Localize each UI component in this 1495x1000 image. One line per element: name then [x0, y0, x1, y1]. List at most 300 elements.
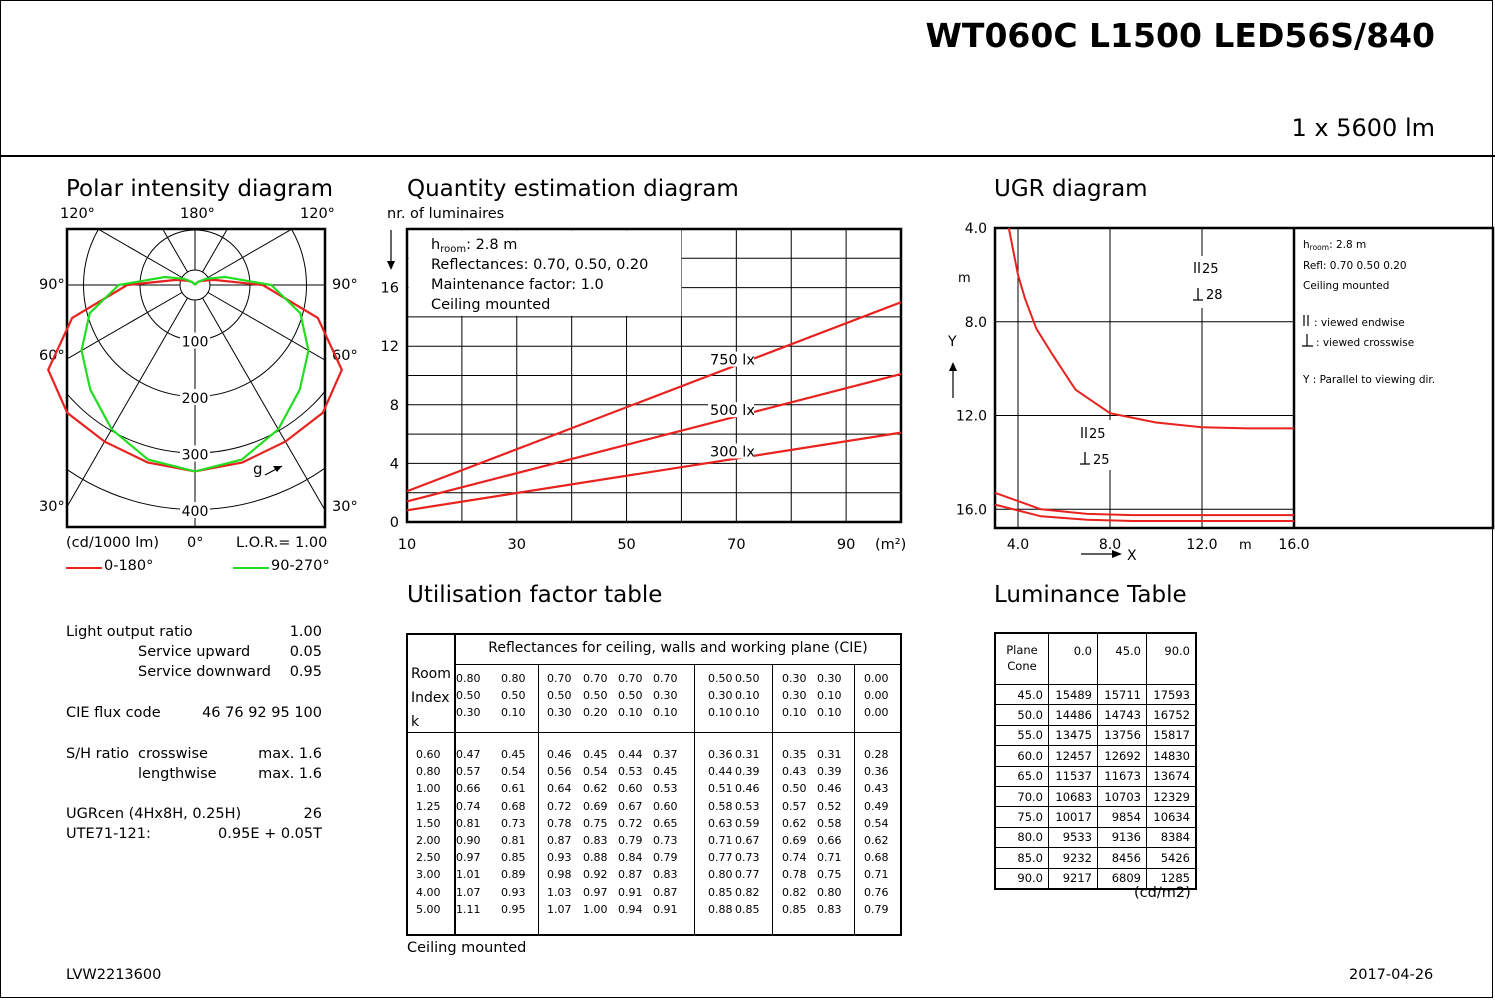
uf-reflectance-cell: 0.70 — [653, 672, 678, 685]
ugr-upper-crosswise: 28 — [1206, 288, 1223, 303]
luminance-row — [995, 746, 1196, 766]
uf-room-index-value: 3.00 — [416, 868, 441, 882]
luminance-cell: 12457 — [1049, 746, 1098, 766]
luminance-cone-angle: 75.0 — [995, 807, 1049, 827]
luminance-cone-angle: 85.0 — [995, 848, 1049, 868]
uf-room-index-value: 1.25 — [416, 799, 441, 813]
luminance-cone-angle: 45.0 — [995, 685, 1049, 705]
polar-angle-180: 180° — [180, 206, 215, 222]
ugr-y-tick: 12.0 — [955, 408, 987, 425]
header-divider — [0, 155, 1495, 157]
quantity-x-tick: 50 — [617, 537, 636, 553]
polar-ring-label: 400 — [181, 504, 209, 520]
uf-cell: 0.73 — [735, 851, 760, 865]
luminance-plane-header: 90.0 — [1147, 633, 1197, 685]
uf-cell: 0.74 — [782, 851, 807, 865]
ugr-x-tick: 8.0 — [1098, 537, 1122, 553]
uf-reflectance-cell: 0.10 — [618, 706, 643, 719]
uf-cell: 0.85 — [501, 851, 526, 865]
ugr-upper-endwise: 25 — [1202, 262, 1219, 277]
quantity-line-750 lx — [407, 302, 901, 491]
luminance-cell: 15489 — [1049, 685, 1098, 705]
legend-label-90-270: 90-270° — [271, 558, 330, 574]
polar-border — [67, 229, 325, 527]
quantity-y-tick: 0 — [389, 515, 399, 531]
ugr-title: UGR diagram — [994, 176, 1148, 202]
quantity-x-tick: 30 — [507, 537, 527, 553]
uf-reflectance-cell: 0.50 — [547, 689, 572, 702]
spec-sh-label: S/H ratio — [66, 746, 130, 762]
uf-header: Reflectances for ceiling, walls and working plane (CIE) — [488, 640, 868, 656]
ugr-x-tick: 16.0 — [1278, 537, 1310, 553]
luminance-row — [995, 827, 1196, 847]
luminance-cell: 9854 — [1098, 807, 1147, 827]
quantity-line-500 lx — [407, 374, 901, 501]
luminance-plane-header: 45.0 — [1098, 633, 1147, 685]
luminance-cell: 14830 — [1147, 746, 1197, 766]
uf-cell: 0.79 — [864, 902, 889, 916]
polar-angle-30-right: 30° — [332, 499, 358, 515]
ugr-y-unit: m — [958, 271, 971, 286]
luminance-cone-angle: 70.0 — [995, 786, 1049, 806]
luminance-cell: 17593 — [1147, 685, 1197, 705]
ugr-info-refl: Refl: 0.70 0.50 0.20 — [1303, 260, 1407, 272]
polar-angle-90-left: 90° — [39, 277, 65, 293]
uf-cell: 0.52 — [817, 799, 842, 813]
ugr-info — [1302, 239, 1435, 386]
uf-cell: 0.83 — [817, 902, 842, 916]
polar-angle-60-left: 60° — [39, 348, 65, 364]
uf-cell: 0.95 — [501, 902, 526, 916]
uf-cell: 0.39 — [817, 765, 842, 779]
uf-cell: 0.57 — [456, 765, 481, 779]
uf-reflectance-cell: 0.10 — [782, 706, 807, 719]
uf-cell: 0.97 — [583, 885, 608, 899]
uf-cell: 0.46 — [547, 748, 572, 761]
quantity-info-line: Ceiling mounted — [431, 297, 551, 313]
ugr-x-axis-label: X — [1127, 548, 1137, 564]
polar-angle-120-left: 120° — [60, 206, 95, 222]
spec-upward-label: Service upward — [138, 644, 251, 660]
luminance-row — [995, 786, 1196, 806]
uf-cell: 0.60 — [618, 782, 643, 796]
uf-cell: 0.63 — [708, 816, 733, 830]
uf-cell: 0.47 — [456, 748, 481, 761]
quantity-y-tick: 16 — [380, 280, 399, 297]
uf-cell: 0.66 — [817, 834, 842, 847]
footer-code: LVW2213600 — [66, 967, 162, 983]
polar-angle-30-left: 30° — [39, 499, 65, 515]
luminous-flux: 1 x 5600 lm — [1291, 114, 1435, 142]
uf-cell: 0.90 — [456, 834, 481, 847]
uf-cell: 0.53 — [735, 799, 760, 813]
ugr-info-crosswise: : viewed crosswise — [1316, 337, 1415, 349]
uf-cell: 0.88 — [708, 902, 733, 916]
spec-downward-label: Service downward — [138, 664, 271, 680]
uf-room-index-value: 2.50 — [416, 851, 441, 865]
uf-cell: 1.07 — [456, 885, 481, 899]
uf-cell: 0.83 — [653, 868, 678, 882]
uf-reflectance-cell: 0.00 — [864, 689, 889, 702]
uf-cell: 0.51 — [708, 782, 733, 796]
uf-cell: 0.50 — [782, 782, 807, 796]
uf-cell: 0.97 — [456, 851, 481, 865]
uf-reflectance-cell: 0.30 — [782, 689, 807, 702]
uf-reflectance-cell: 0.10 — [817, 706, 842, 719]
ugr-curve-2 — [995, 505, 1294, 521]
uf-cell: 0.46 — [735, 782, 760, 796]
uf-cell: 0.43 — [782, 765, 807, 779]
quantity-ylabel: nr. of luminaires — [387, 206, 505, 222]
luminance-row — [995, 685, 1196, 705]
uf-room-index-value: 0.80 — [416, 765, 441, 779]
uf-reflectance-cell: 0.10 — [817, 689, 842, 702]
ugr-y-tick: 16.0 — [955, 502, 987, 519]
luminance-corner: Plane Cone — [995, 633, 1049, 685]
uf-room-index-value: 2.00 — [416, 834, 441, 847]
luminance-cone-angle: 60.0 — [995, 746, 1049, 766]
ugr-lower-label — [1078, 420, 1122, 470]
uf-cell: 0.71 — [864, 868, 889, 882]
luminance-cell: 16752 — [1147, 705, 1197, 725]
luminance-cell: 11673 — [1098, 766, 1147, 786]
uf-reflectance-cell: 0.30 — [653, 689, 678, 702]
uf-cell: 0.62 — [583, 782, 608, 796]
quantity-title: Quantity estimation diagram — [407, 176, 739, 202]
ugr-x-tick: 4.0 — [1006, 537, 1030, 553]
uf-cell: 0.75 — [817, 868, 842, 882]
gamma-label: g — [253, 460, 263, 478]
uf-reflectance-cell: 0.50 — [708, 672, 733, 685]
uf-cell: 1.07 — [547, 902, 572, 916]
spec-sh-crosswise: crosswise — [138, 746, 208, 762]
uf-cell: 0.79 — [653, 851, 678, 865]
uf-cell: 0.75 — [583, 816, 608, 830]
uf-cell: 0.62 — [864, 834, 889, 847]
polar-angle-120-right: 120° — [300, 206, 335, 222]
ugr-lower-crosswise: 25 — [1093, 453, 1110, 468]
luminance-row — [995, 705, 1196, 725]
uf-cell: 0.71 — [817, 851, 842, 865]
uf-cell: 0.85 — [782, 902, 807, 916]
uf-cell: 0.31 — [735, 748, 760, 761]
uf-reflectance-cell: 0.50 — [735, 672, 760, 685]
luminance-cell: 5426 — [1147, 848, 1197, 868]
ugr-curve-1 — [995, 493, 1294, 515]
uf-cell: 0.54 — [583, 765, 608, 779]
uf-cell: 0.78 — [782, 868, 807, 882]
spec-downward-value: 0.95 — [289, 664, 322, 680]
utilisation-factor-table — [406, 633, 902, 936]
luminance-cell: 9136 — [1098, 827, 1147, 847]
svg-text:hroom: 2.8 m: hroom: 2.8 m — [1303, 239, 1367, 252]
uf-cell: 0.72 — [547, 799, 572, 813]
uf-cell: 0.73 — [653, 834, 678, 847]
quantity-info-line: Maintenance factor: 1.0 — [431, 277, 604, 293]
uf-cell: 0.60 — [653, 799, 678, 813]
luminance-cell: 14743 — [1098, 705, 1147, 725]
spec-sh-crosswise-value: max. 1.6 — [258, 746, 322, 762]
polar-angle-90-right: 90° — [332, 277, 358, 293]
luminance-cell: 10683 — [1049, 786, 1098, 806]
uf-cell: 0.69 — [583, 799, 608, 813]
uf-cell: 0.64 — [547, 782, 572, 796]
uf-room-index-value: 1.50 — [416, 816, 441, 830]
uf-cell: 0.37 — [653, 748, 678, 761]
uf-cell: 0.74 — [456, 799, 481, 813]
uf-reflectance-cell: 0.10 — [708, 706, 733, 719]
ugr-chart — [950, 212, 1460, 572]
uf-cell: 0.49 — [864, 799, 889, 813]
uf-cell: 0.78 — [547, 816, 572, 830]
luminance-cone-angle: 55.0 — [995, 725, 1049, 745]
uf-cell: 0.87 — [618, 868, 643, 882]
spec-lor-label: Light output ratio — [66, 624, 193, 640]
uf-cell: 0.91 — [653, 902, 678, 916]
ugr-y-tick: 8.0 — [964, 314, 987, 331]
uf-cell: 0.65 — [653, 816, 678, 830]
uf-cell: 0.43 — [864, 782, 889, 796]
uf-room-index-value: 0.60 — [416, 748, 441, 761]
uf-cell: 0.45 — [501, 748, 526, 761]
uf-reflectance-cell: 0.00 — [864, 672, 889, 685]
luminance-row — [995, 766, 1196, 786]
luminance-cell: 10017 — [1049, 807, 1098, 827]
uf-reflectance-cell: 0.10 — [501, 706, 526, 719]
uf-cell: 0.62 — [782, 816, 807, 830]
luminance-cell: 8456 — [1098, 848, 1147, 868]
uf-cell: 0.54 — [501, 765, 526, 779]
uf-cell: 0.80 — [817, 885, 842, 899]
uf-cell: 1.01 — [456, 868, 481, 882]
spec-cie-value: 46 76 92 95 100 — [202, 705, 322, 721]
uf-reflectance-cell: 0.80 — [501, 672, 526, 685]
luminance-row — [995, 848, 1196, 868]
quantity-x-tick: 10 — [397, 537, 417, 553]
luminance-cone-angle: 80.0 — [995, 827, 1049, 847]
uf-cell: 0.67 — [735, 834, 760, 847]
spec-lor-value: 1.00 — [289, 624, 322, 640]
uf-cell: 1.03 — [547, 885, 572, 899]
polar-title: Polar intensity diagram — [66, 176, 334, 202]
uf-cell: 0.44 — [708, 765, 733, 779]
ugr-curve-0 — [1009, 228, 1294, 428]
uf-cell: 0.98 — [547, 868, 572, 882]
luminance-row — [995, 807, 1196, 827]
uf-cell: 0.85 — [735, 902, 760, 916]
uf-cell: 0.31 — [817, 748, 842, 761]
uf-reflectance-cell: 0.10 — [735, 706, 760, 719]
uf-cell: 0.85 — [708, 885, 733, 899]
luminance-plane-header: 0.0 — [1049, 633, 1098, 685]
uf-cell: 0.57 — [782, 799, 807, 813]
polar-lor: L.O.R.= 1.00 — [236, 535, 328, 551]
uf-cell: 0.61 — [501, 782, 526, 796]
spec-ugr-label: UGRcen (4Hx8H, 0.25H) — [66, 806, 242, 822]
uf-cell: 0.45 — [583, 748, 608, 761]
luminance-cone-angle: 50.0 — [995, 705, 1049, 725]
uf-cell: 0.53 — [653, 782, 678, 796]
quantity-y-tick: 8 — [389, 397, 399, 414]
uf-reflectance-cell: 0.50 — [456, 689, 481, 702]
polar-ring-label: 200 — [181, 391, 209, 407]
quantity-curve-label: 500 lx — [710, 403, 755, 420]
spec-ute-label: UTE71-121: — [66, 826, 151, 842]
uf-cell: 0.28 — [864, 748, 889, 761]
luminance-cell: 11537 — [1049, 766, 1098, 786]
luminance-row — [995, 725, 1196, 745]
luminance-cone-angle: 90.0 — [995, 868, 1049, 889]
uf-reflectance-cell: 0.00 — [864, 706, 889, 719]
luminance-cell: 9217 — [1049, 868, 1098, 889]
uf-cell: 0.54 — [864, 816, 889, 830]
luminance-cell: 15711 — [1098, 685, 1147, 705]
ugr-y-axis-label: Y — [948, 334, 957, 350]
quantity-chart — [380, 222, 915, 557]
quantity-x-tick: 70 — [727, 537, 746, 553]
uf-reflectance-cell: 0.30 — [782, 672, 807, 685]
uf-reflectance-cell: 0.30 — [817, 672, 842, 685]
uf-cell: 0.35 — [782, 748, 807, 761]
luminance-cell: 8384 — [1147, 827, 1197, 847]
uf-cell: 1.11 — [456, 902, 481, 916]
uf-cell: 0.68 — [864, 851, 889, 865]
uf-cell: 0.77 — [735, 868, 760, 882]
ugr-upper-label — [1190, 256, 1234, 308]
uf-cell: 0.77 — [708, 851, 733, 865]
luminance-cell: 9533 — [1049, 827, 1098, 847]
spec-sh-lengthwise-value: max. 1.6 — [258, 766, 322, 782]
quantity-info — [409, 231, 682, 316]
quantity-line-300 lx — [407, 433, 901, 511]
uf-cell: 0.81 — [456, 816, 481, 830]
luminance-cell: 13756 — [1098, 725, 1147, 745]
uf-cell: 0.81 — [501, 834, 526, 847]
uf-room-index-value: 5.00 — [416, 902, 441, 916]
uf-cell: 0.67 — [618, 799, 643, 813]
uf-reflectance-cell: 0.10 — [735, 689, 760, 702]
uf-reflectance-cell: 0.50 — [501, 689, 526, 702]
spec-sh-lengthwise: lengthwise — [138, 766, 217, 782]
luminance-cell: 6809 — [1098, 868, 1147, 889]
ugr-info-mount: Ceiling mounted — [1303, 280, 1390, 292]
uf-room-index-value: 4.00 — [416, 885, 441, 899]
uf-title: Utilisation factor table — [407, 582, 663, 608]
uf-reflectance-cell: 0.80 — [456, 672, 481, 685]
polar-angle-60-right: 60° — [332, 348, 358, 364]
ugr-lower-endwise: 25 — [1089, 427, 1106, 442]
polar-ring-label: 100 — [181, 334, 209, 351]
uf-reflectance-cell: 0.70 — [618, 672, 643, 685]
luminance-cell: 12692 — [1098, 746, 1147, 766]
uf-cell: 0.93 — [547, 851, 572, 865]
legend-swatch-90-270 — [233, 567, 269, 569]
uf-reflectance-cell: 0.50 — [618, 689, 643, 702]
spec-ugr-value: 26 — [303, 806, 322, 822]
uf-cell: 0.82 — [782, 885, 807, 899]
uf-cell: 0.72 — [618, 816, 643, 830]
spec-upward-value: 0.05 — [289, 644, 322, 660]
uf-reflectance-cell: 0.30 — [708, 689, 733, 702]
luminance-title: Luminance Table — [994, 582, 1187, 608]
luminance-unit: (cd/m2) — [1134, 885, 1191, 901]
uf-reflectance-cell: 0.30 — [547, 706, 572, 719]
uf-cell: 0.84 — [618, 851, 643, 865]
uf-cell: 0.58 — [708, 799, 733, 813]
uf-reflectance-cell: 0.20 — [583, 706, 608, 719]
uf-cell: 0.93 — [501, 885, 526, 899]
uf-reflectance-cell: 0.10 — [653, 706, 678, 719]
uf-cell: 0.44 — [618, 748, 643, 761]
uf-cell: 0.59 — [735, 816, 760, 830]
uf-cell: 0.87 — [653, 885, 678, 899]
uf-cell: 0.68 — [501, 799, 526, 813]
polar-chart — [60, 222, 340, 534]
uf-reflectance-cell: 0.50 — [583, 689, 608, 702]
legend-label-0-180: 0-180° — [104, 558, 154, 574]
luminance-cone-angle: 65.0 — [995, 766, 1049, 786]
spec-cie-label: CIE flux code — [66, 705, 161, 721]
uf-reflectance-cell: 0.30 — [456, 706, 481, 719]
uf-cell: 0.92 — [583, 868, 608, 882]
uf-cell: 0.94 — [618, 902, 643, 916]
uf-cell: 0.88 — [583, 851, 608, 865]
ugr-info-parallel: Y : Parallel to viewing dir. — [1303, 374, 1436, 386]
luminance-cell: 13674 — [1147, 766, 1197, 786]
uf-room-index: Room Index k — [411, 666, 451, 730]
luminance-cell: 10634 — [1147, 807, 1197, 827]
uf-cell: 0.71 — [708, 834, 733, 847]
ugr-x-unit: m — [1239, 538, 1252, 553]
uf-cell: 0.36 — [708, 748, 733, 761]
quantity-curve-label: 750 lx — [710, 352, 755, 369]
uf-cell: 1.00 — [583, 902, 608, 916]
uf-cell: 0.39 — [735, 765, 760, 779]
quantity-x-tick: 90 — [836, 537, 856, 553]
uf-cell: 0.58 — [817, 816, 842, 830]
quantity-y-tick: 4 — [389, 456, 399, 473]
quantity-info-hroom: $h_{room}$: 2.8 m — [431, 237, 518, 255]
ugr-x-tick: 12.0 — [1186, 537, 1218, 553]
quantity-y-tick: 12 — [380, 339, 399, 356]
luminance-cell: 9232 — [1049, 848, 1098, 868]
uf-cell: 0.69 — [782, 834, 807, 847]
polar-unit: (cd/1000 lm) — [66, 535, 160, 551]
uf-cell: 0.76 — [864, 885, 889, 899]
polar-angle-0: 0° — [187, 535, 204, 551]
uf-cell: 0.82 — [735, 885, 760, 899]
uf-cell: 0.80 — [708, 868, 733, 882]
uf-cell: 0.73 — [501, 816, 526, 830]
uf-cell: 0.83 — [583, 834, 608, 847]
quantity-x-unit: (m²) — [875, 537, 907, 553]
uf-reflectance-cell: 0.70 — [547, 672, 572, 685]
uf-cell: 0.91 — [618, 885, 643, 899]
uf-cell: 0.56 — [547, 765, 572, 779]
uf-cell: 0.45 — [653, 765, 678, 779]
footer-date: 2017-04-26 — [1349, 967, 1434, 983]
polar-ring-label: 300 — [181, 447, 209, 464]
luminance-table — [994, 632, 1197, 890]
uf-reflectance-cell: 0.70 — [583, 672, 608, 685]
luminance-cell: 13475 — [1049, 725, 1098, 745]
quantity-curve-label: 300 lx — [710, 444, 755, 461]
luminance-cell: 1285 — [1147, 868, 1197, 889]
luminance-cell: 14486 — [1049, 705, 1098, 725]
page-title: WT060C L1500 LED56S/840 — [925, 16, 1435, 55]
uf-note: Ceiling mounted — [407, 940, 527, 956]
quantity-info-line: Reflectances: 0.70, 0.50, 0.20 — [431, 257, 649, 273]
